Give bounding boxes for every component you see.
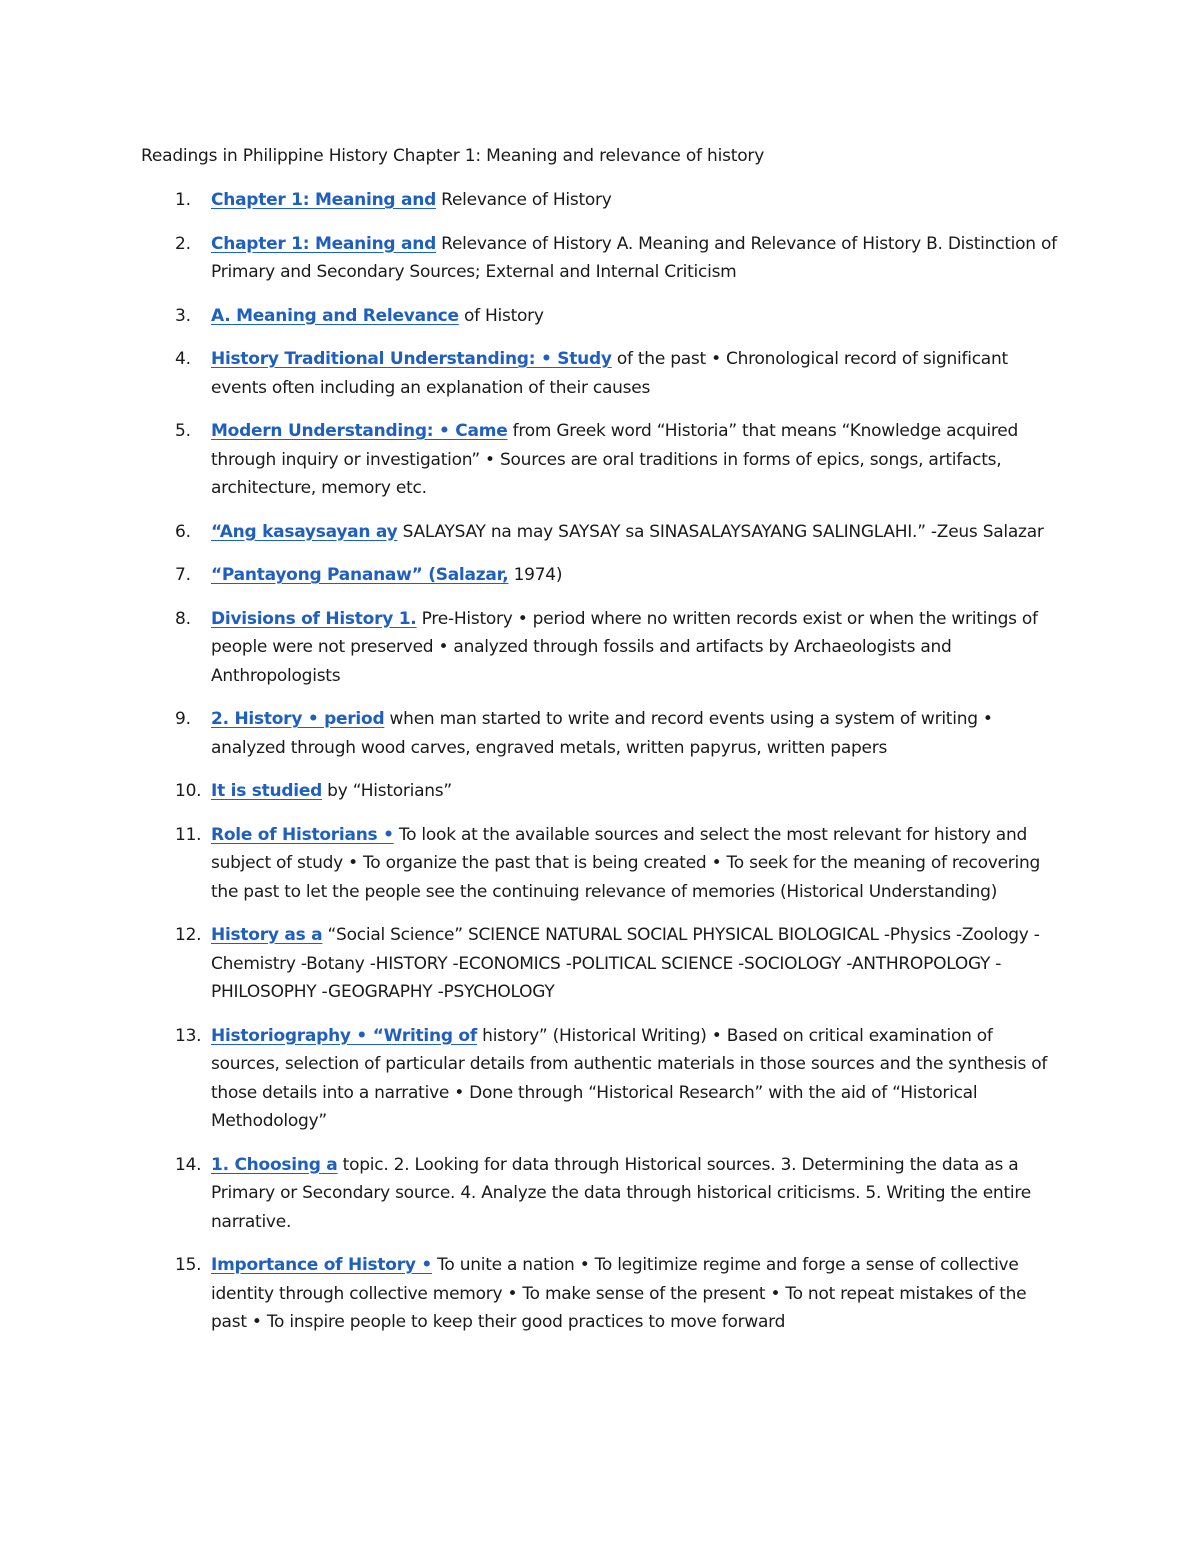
list-item-text: Pre-History • period where no written records exist or when the writings of people were not preserved • analyzed through fossils and artifacts by Archaeologists and Anthropologists [211,608,1038,686]
list-item-link[interactable]: Modern Understanding: • Came [211,421,508,441]
list-item-link[interactable]: A. Meaning and Relevance [211,305,459,326]
list-item-number: 4. [175,349,191,369]
list-item-number: 14. [175,1154,202,1175]
list-item [141,1151,1061,1237]
list-item [141,230,1061,287]
list-item [141,705,1061,762]
list-item-link[interactable]: “Pantayong Pananaw” (Salazar, [211,565,509,585]
list-item-link[interactable]: Role of Historians • [211,824,394,845]
list-item-text: 1974) [508,565,563,585]
list-item-text: SALAYSAY na may SAYSAY sa SINASALAYSAYANG SALINGLAHI.” -Zeus Salazar [397,521,1044,542]
list-item-number: 7. [175,565,191,585]
list-item [141,605,1061,691]
list-item-number: 9. [175,709,191,729]
list-item [141,302,1061,331]
list-item-number: 15. [175,1255,202,1275]
list-item-text: To unite a nation • To legitimize regime and forge a sense of collective identity through collective memory • To make sense of the present • To not repeat mistakes of the past • To inspire people to keep their good practices to move forward [211,1255,1027,1332]
list-item-text: of History [458,305,544,326]
list-item-number: 3. [175,305,191,326]
list-item-link[interactable]: It is studied [211,781,323,801]
list-item-link[interactable]: Divisions of History 1. [211,608,417,629]
list-item-link[interactable]: Chapter 1: Meaning and [211,233,437,254]
list-item-link[interactable]: Chapter 1: Meaning and [211,190,437,210]
list-item [141,921,1061,1007]
list-item [141,1022,1061,1136]
list-item-number: 8. [175,608,191,629]
document-title: Readings in Philippine History Chapter 1: Meaning and relevance of history [141,146,765,166]
list-item-text: when man started to write and record events using a system of writing • analyzed through wood carves, engraved metals, written papyrus, written papers [211,709,993,758]
list-item-text: from Greek word “Historia” that means “Knowledge acquired through inquiry or investigation” • Sources are oral traditions in forms of epics, songs, artifacts, architecture, memory etc. [211,421,1018,498]
list-item-number: 2. [175,233,191,254]
list-item-link[interactable]: 2. History • period [211,709,385,729]
list-item-text: topic. 2. Looking for data through Historical sources. 3. Determining the data as a Primary or Secondary source. 4. Analyze the data through historical criticisms. 5. Writing the entire narrative. [211,1154,1031,1232]
list-item-text: Relevance of History A. Meaning and Relevance of History B. Distinction of Primary and Secondary Sources; External and Internal Criticism [211,233,1057,282]
list-item [141,345,1061,402]
list-item-link[interactable]: History as a [211,925,323,945]
list-item-number: 12. [175,925,202,945]
list-item [141,186,1061,215]
list-item-link[interactable]: Importance of History • [211,1255,432,1275]
list-item [141,821,1061,907]
list-item-number: 6. [175,521,191,542]
list-item-link[interactable]: Historiography • “Writing of [211,1025,478,1046]
list-item [141,561,1061,590]
list-item-text: “Social Science” SCIENCE NATURAL SOCIAL PHYSICAL BIOLOGICAL -Physics -Zoology -Chemistry -Botany -HISTORY -ECONOMICS -POLITICAL SCIENCE -SOCIOLOGY -ANTHROPOLOGY -PHILOSOPHY -GEOGRAPHY -PSYCHOLOGY [211,925,1040,1002]
list-item-text: of the past • Chronological record of significant events often including an explanation of their causes [211,349,1008,398]
list-item-number: 13. [175,1025,202,1046]
list-item-number: 10. [175,781,202,801]
list-item [141,518,1061,547]
list-item [141,1251,1061,1337]
list-item-number: 11. [175,824,202,845]
list-item-number: 5. [175,421,191,441]
list-item-link[interactable]: “Ang kasaysayan ay [211,521,398,542]
list-item [141,417,1061,503]
list-item-text: To look at the available sources and select the most relevant for history and subject of study • To organize the past that is being created • To seek for the meaning of recovering the past to let the people see the continuing relevance of memories (Historical Understanding) [211,824,1041,902]
list-item-link[interactable]: 1. Choosing a [211,1154,338,1175]
list-item-link[interactable]: History Traditional Understanding: • Study [211,349,612,369]
list-item-text: by “Historians” [322,781,452,801]
numbered-list [141,186,1061,1352]
list-item-text: history” (Historical Writing) • Based on critical examination of sources, selection of particular details from authentic materials in those sources and the synthesis of those details into a narrative • Done through “Historical Research” with the aid of “Historical Methodology” [211,1025,1048,1131]
list-item [141,777,1061,806]
list-item-text: Relevance of History [436,190,612,210]
list-item-number: 1. [175,190,191,210]
